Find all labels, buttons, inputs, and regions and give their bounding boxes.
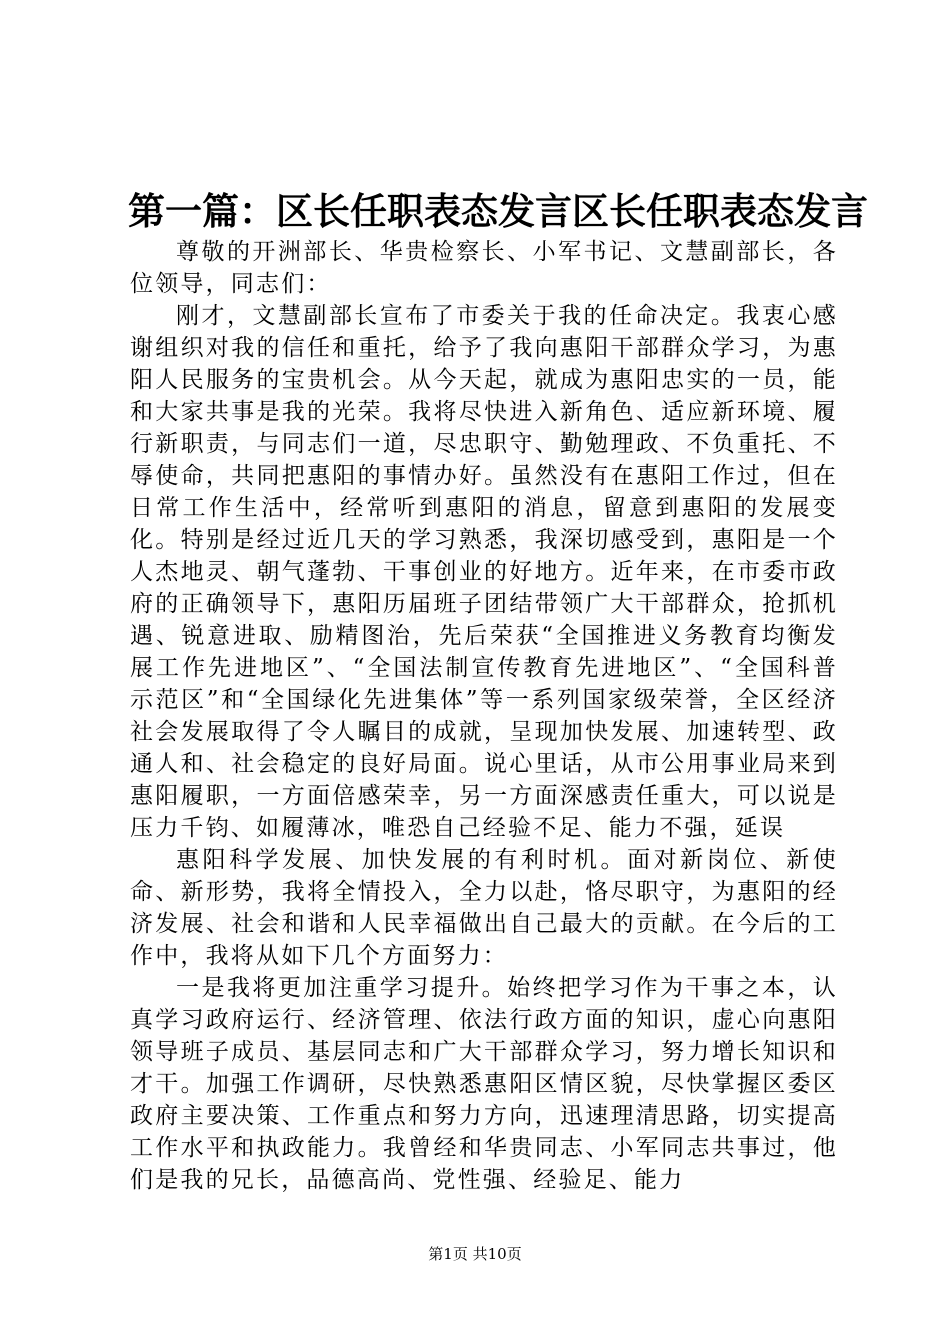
- document-body: [130, 236, 838, 1196]
- document-title: 第一篇：区长任职表态发言区长任职表态发言: [128, 189, 868, 233]
- paragraph-appointment: 刚才，文慧副部长宣布了市委关于我的任命决定。我衷心感谢组织对我的信任和重托，给予了我向惠阳干部群众学习，为惠阳人民服务的宝贵机会。从今天起，就成为惠阳忠实的一员，能和大家共事是我的光荣。我将尽快进入新角色、适应新环境、履行新职责，与同志们一道，尽忠职守、勤勉理政、不负重托、不辱使命，共同把惠阳的事情办好。虽然没有在惠阳工作过，但在日常工作生活中，经常听到惠阳的消息，留意到惠阳的发展变化。特别是经过近几天的学习熟悉，我深切感受到，惠阳是一个人杰地灵、朝气蓬勃、干事创业的好地方。近年来，在市委市政府的正确领导下，惠阳历届班子团结带领广大干部群众，抢抓机遇、锐意进取、励精图治，先后荣获“全国推进义务教育均衡发展工作先进地区”、“全国法制宣传教育先进地区”、“全国科普示范区”和“全国绿化先进集体”等一系列国家级荣誉，全区经济社会发展取得了令人瞩目的成就，呈现加快发展、加速转型、政通人和、社会稳定的良好局面。说心里话，从市公用事业局来到惠阳履职，一方面倍感荣幸，另一方面深感责任重大，可以说是压力千钧、如履薄冰，唯恐自己经验不足、能力不强，延误: [130, 303, 838, 841]
- page-number: 第1页 共10页: [428, 1245, 522, 1263]
- paragraph-commitment: 惠阳科学发展、加快发展的有利时机。面对新岗位、新使命、新形势，我将全情投入，全力以赴，恪尽职守，为惠阳的经济发展、社会和谐和人民幸福做出自己最大的贡献。在今后的工作中，我将从如下几个方面努力：: [130, 847, 838, 969]
- paragraph-salutation: 尊敬的开洲部长、华贵检察长、小军书记、文慧副部长，各位领导，同志们：: [130, 239, 838, 297]
- paragraph-learning: 一是我将更加注重学习提升。始终把学习作为干事之本，认真学习政府运行、经济管理、依法行政方面的知识，虚心向惠阳领导班子成员、基层同志和广大干部群众学习，努力增长知识和才干。加强工作调研，尽快熟悉惠阳区情区貌，尽快掌握区委区政府主要决策、工作重点和努力方向，迅速理清思路，切实提高工作水平和执政能力。我曾经和华贵同志、小军同志共事过，他们是我的兄长，品德高尚、党性强、经验足、能力: [130, 975, 838, 1193]
